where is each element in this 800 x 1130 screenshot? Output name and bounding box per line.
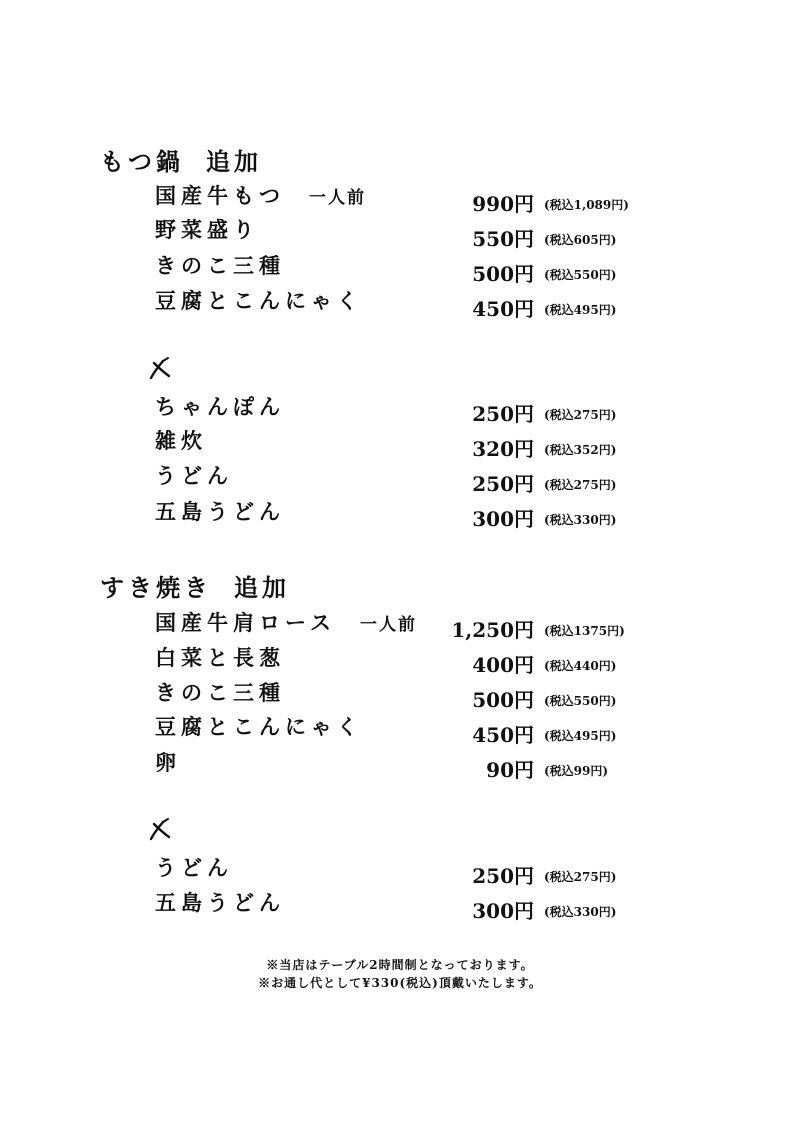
- shime-item-tax: (税込275円): [544, 870, 617, 884]
- note-line: ※当店はテーブル2時間制となっております。: [266, 958, 534, 972]
- shime-item-price: 250円: [472, 402, 534, 426]
- menu-item-price: 400円: [472, 653, 534, 677]
- shime-item-name: うどん: [155, 463, 233, 488]
- shime-item-tax: (税込275円): [544, 478, 617, 492]
- item-name-text: 国産牛もつ: [155, 183, 285, 208]
- shime-mark-icon: [148, 356, 172, 380]
- menu-item-name: 豆腐とこんにゃく: [155, 714, 363, 739]
- menu-item-tax: (税込1375円): [544, 624, 625, 638]
- item-name-text: 国産牛肩ロース: [155, 610, 336, 635]
- menu-item-tax: (税込550円): [544, 694, 617, 708]
- menu-item-price: 450円: [472, 723, 534, 747]
- menu-item-price: 500円: [472, 262, 534, 286]
- menu-item-tax: (税込440円): [544, 659, 617, 673]
- shime-item-price: 250円: [472, 472, 534, 496]
- menu-item-tax: (税込605円): [544, 233, 617, 247]
- section-title-suffix: 追加: [234, 573, 290, 602]
- section-title-motsunabe: [100, 142, 262, 177]
- menu-item-tax: (税込495円): [544, 729, 617, 743]
- shime-item-name: 五島うどん: [155, 499, 285, 524]
- note-line: ※お通し代として¥330(税込)頂戴いたします。: [258, 976, 542, 990]
- shime-item-price: 300円: [472, 507, 534, 531]
- shime-item-price: 300円: [472, 899, 534, 923]
- menu-item-name: [155, 607, 417, 637]
- footer-notes: [0, 956, 800, 992]
- shime-item-name: ちゃんぽん: [155, 394, 285, 419]
- menu-item-name: 豆腐とこんにゃく: [155, 288, 363, 313]
- shime-item-price: 250円: [472, 864, 534, 888]
- menu-item-price: 1,250円: [451, 618, 534, 642]
- menu-item-tax: (税込550円): [544, 268, 617, 282]
- shime-item-tax: (税込352円): [544, 443, 617, 457]
- menu-item-name: きのこ三種: [155, 253, 285, 278]
- menu-item-tax: (税込1,089円): [544, 198, 629, 212]
- shime-item-tax: (税込330円): [544, 905, 617, 919]
- menu-item-price: 450円: [472, 297, 534, 321]
- menu-item-name: きのこ三種: [155, 680, 285, 705]
- section-title-suffix: 追加: [206, 147, 262, 176]
- menu-item-price: 550円: [472, 227, 534, 251]
- item-qty: 一人前: [359, 615, 417, 635]
- menu-item-price: 500円: [472, 688, 534, 712]
- shime-item-tax: (税込275円): [544, 408, 617, 422]
- menu-item-price: 90円: [486, 758, 534, 782]
- menu-item-price: 990円: [472, 192, 534, 216]
- section-title-sukiyaki: [100, 568, 290, 603]
- shime-mark-icon: [148, 817, 172, 841]
- menu-item-tax: (税込99円): [544, 764, 609, 778]
- menu-item-name: 白菜と長葱: [155, 645, 285, 670]
- menu-item-name: 卵: [155, 750, 181, 775]
- menu-item-name: [155, 180, 366, 210]
- shime-item-name: うどん: [155, 855, 233, 880]
- shime-item-price: 320円: [472, 437, 534, 461]
- shime-item-name: 雑炊: [155, 428, 207, 453]
- shime-item-tax: (税込330円): [544, 513, 617, 527]
- menu-item-tax: (税込495円): [544, 303, 617, 317]
- section-title-text: もつ鍋: [100, 147, 184, 176]
- item-qty: 一人前: [309, 188, 366, 208]
- menu-item-name: 野菜盛り: [155, 217, 259, 242]
- shime-item-name: 五島うどん: [155, 890, 285, 915]
- section-title-text: すき焼き: [100, 573, 212, 602]
